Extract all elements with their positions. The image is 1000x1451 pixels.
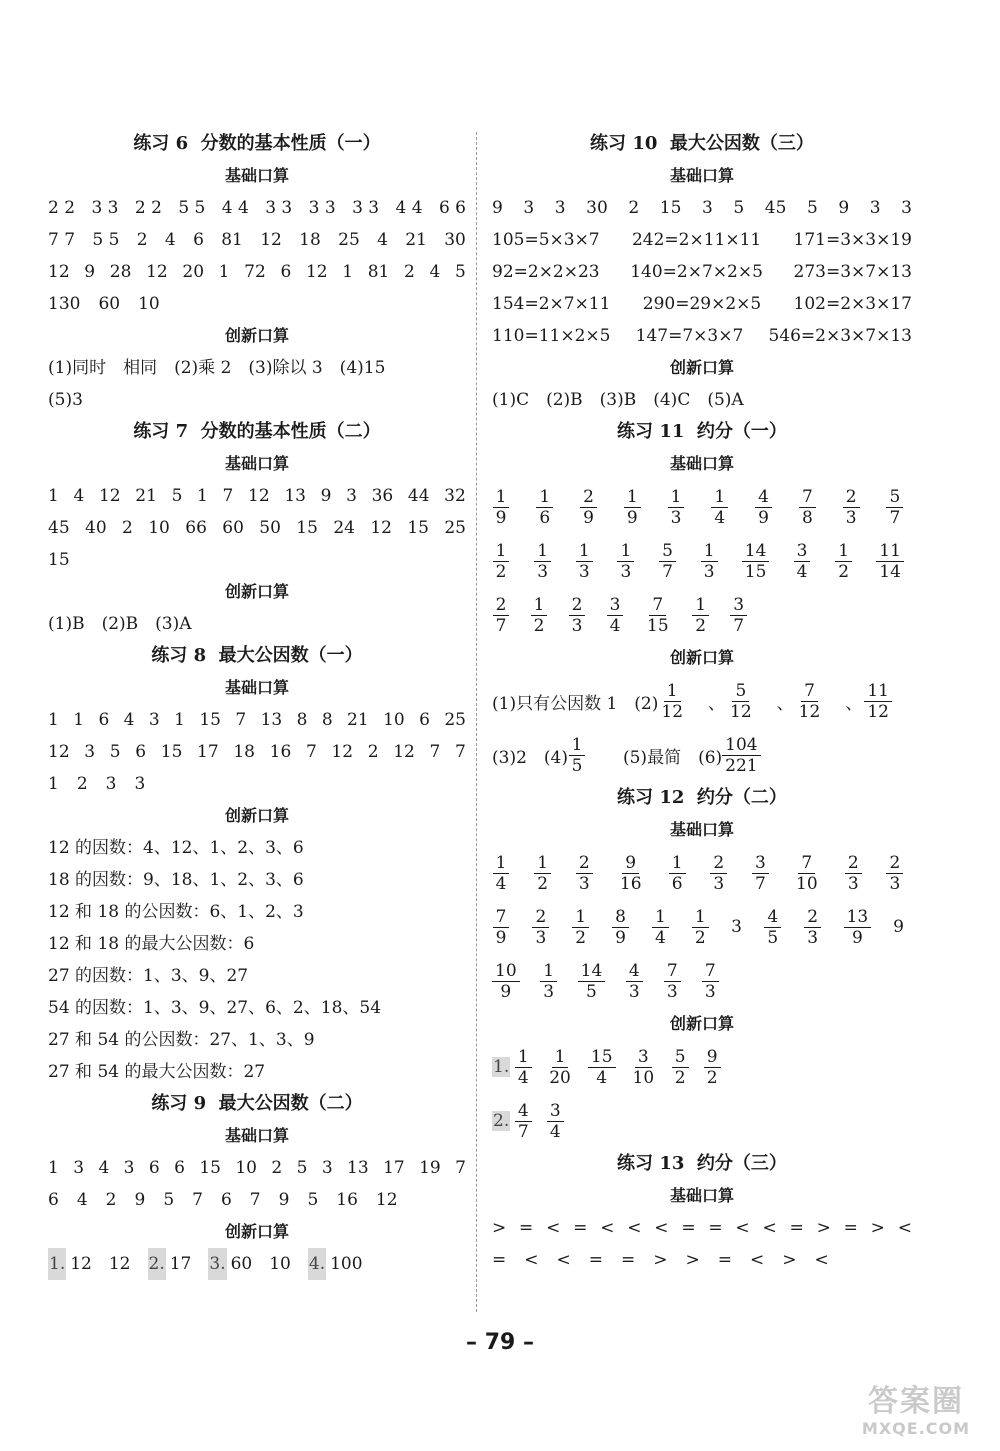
exercise-7-basic-row: 15 — [48, 550, 70, 570]
exercise-10-title: 练习 10 最大公因数（三） — [590, 133, 814, 154]
fraction: $\frac{1}{3}$ — [667, 487, 685, 528]
fraction: $\frac{1}{3}$ — [617, 541, 635, 582]
fraction: $\frac{1}{12}$ — [661, 680, 684, 722]
fraction: $\frac{3}{7}$ — [751, 853, 769, 894]
exercise-12-fraction-row — [492, 846, 912, 900]
right-column — [492, 128, 912, 1276]
fraction: $\frac{7}{8}$ — [798, 487, 816, 528]
fraction: $\frac{1}{3}$ — [575, 541, 593, 582]
exercise-7-creative-heading: 创新口算 — [224, 582, 289, 601]
exercise-8-creative-line: 12 和 18 的最大公因数：6 — [48, 934, 255, 954]
item-number: 1. — [493, 1057, 510, 1077]
fraction: $\frac{1}{2}$ — [530, 595, 548, 636]
exercise-11-basic-heading: 基础口算 — [669, 454, 734, 473]
exercise-9-basic-row: 1 3 4 3 6 6 15 10 2 5 3 13 17 19 7 — [48, 1158, 466, 1178]
exercise-10-creative-heading: 创新口算 — [669, 358, 734, 377]
fraction: $\frac{4}{5}$ — [764, 907, 782, 948]
left-column — [48, 128, 466, 1280]
exercise-12-creative-line — [492, 1040, 912, 1094]
exercise-12-fraction-row — [492, 954, 912, 1008]
fraction: $\frac{1}{2}$ — [691, 907, 709, 948]
exercise-13-basic-row: = < < = = > > = < > < — [492, 1250, 829, 1270]
fraction: $\frac{1}{4}$ — [492, 853, 510, 894]
fraction: $\frac{2}{3}$ — [886, 853, 904, 894]
fraction: $\frac{1}{3}$ — [540, 961, 558, 1002]
exercise-8-creative-line: 27 的因数：1、3、9、27 — [48, 966, 249, 986]
fraction: $\frac{9}{2}$ — [703, 1047, 721, 1088]
fraction: $\frac{1}{6}$ — [668, 853, 686, 894]
fraction: $\frac{2}{3}$ — [804, 907, 822, 948]
exercise-10-factor-row: 110=11×2×5 147=7×3×7 546=2×3×7×13 — [492, 326, 912, 346]
fraction: $\frac{1}{4}$ — [514, 1047, 532, 1088]
exercise-8-creative-line: 18 的因数：9、18、1、2、3、6 — [48, 870, 304, 890]
fraction: $\frac{2}{3}$ — [844, 853, 862, 894]
fraction: $\frac{4}{7}$ — [514, 1101, 532, 1142]
fraction: $\frac{10}{9}$ — [492, 961, 520, 1002]
fraction: $\frac{3}{10}$ — [632, 1046, 655, 1088]
exercise-6-creative-line: (1)同时 相同 (2)乘 2 (3)除以 3 (4)15 — [48, 358, 386, 378]
exercise-8-creative-line: 27 和 54 的最大公因数：27 — [48, 1062, 266, 1082]
fraction-group — [514, 1047, 735, 1088]
exercise-7-title: 练习 7 分数的基本性质（二） — [133, 421, 381, 442]
fraction: $\frac{3}{7}$ — [730, 595, 748, 636]
fraction: $\frac{2}{9}$ — [580, 487, 598, 528]
exercise-6-basic-row: 7 7 5 5 2 4 6 81 12 18 25 4 21 30 — [48, 230, 466, 250]
fraction: $\frac{2}{3}$ — [710, 853, 728, 894]
fraction: $\frac{9}{16}$ — [619, 852, 642, 894]
fraction: $\frac{14}{15}$ — [742, 541, 770, 582]
exercise-11-creative-line: (3)2 (4) $\frac{1}{5}$ (5)最简 (6) $\frac{104}{221}$ — [492, 728, 912, 782]
exercise-6-creative-line: (5)3 — [48, 390, 83, 410]
exercise-7-basic-heading: 基础口算 — [224, 454, 289, 473]
exercise-13-title: 练习 13 约分（三） — [617, 1153, 787, 1174]
item-number: 1. — [48, 1248, 66, 1280]
fraction: $\frac{2}{3}$ — [532, 907, 550, 948]
fraction: $\frac{8}{9}$ — [612, 907, 630, 948]
exercise-9-creative-heading: 创新口算 — [224, 1222, 289, 1241]
fraction: $\frac{2}{3}$ — [568, 595, 586, 636]
fraction: $\frac{5}{2}$ — [671, 1047, 689, 1088]
fraction: $\frac{4}{9}$ — [755, 487, 773, 528]
item-number: 2. — [493, 1111, 510, 1131]
exercise-9-basic-row: 6 4 2 9 5 7 6 7 9 5 16 12 — [48, 1190, 398, 1210]
fraction: $\frac{3}{4}$ — [606, 595, 624, 636]
whole-number: 9 — [893, 917, 904, 937]
item-number: 2. — [148, 1248, 166, 1280]
exercise-13-basic-heading: 基础口算 — [669, 1186, 734, 1205]
exercise-10-factor-row: 105=5×3×7 242=2×11×11 171=3×3×19 — [492, 230, 912, 250]
fraction: $\frac{3}{4}$ — [546, 1101, 564, 1142]
exercise-13-basic-row: > = < = < < < = = < < = > = > < — [492, 1218, 912, 1238]
exercise-10-creative-line: (1)C (2)B (3)B (4)C (5)A — [492, 390, 744, 410]
exercise-10-basic-row: 9 3 3 30 2 15 3 5 45 5 9 3 3 — [492, 198, 912, 218]
fraction: $\frac{1}{2}$ — [692, 595, 710, 636]
exercise-7-basic-row: 45 40 2 10 66 60 50 15 24 12 15 25 — [48, 518, 466, 538]
exercise-9-creative-line: 1. 12 12 2. 17 3. 60 10 4. 100 — [48, 1248, 466, 1280]
fraction: $\frac{7}{15}$ — [647, 594, 669, 636]
fraction: $\frac{1}{3}$ — [534, 541, 552, 582]
fraction-group — [514, 1101, 578, 1142]
exercise-6-basic-row: 2 2 3 3 2 2 5 5 4 4 3 3 3 3 3 3 4 4 6 6 — [48, 198, 466, 218]
item-number: 4. — [308, 1248, 326, 1280]
fraction: $\frac{5}{12}$ — [730, 680, 752, 722]
exercise-7-basic-row: 1 4 12 21 5 1 7 12 13 9 3 36 44 32 — [48, 486, 466, 506]
fraction: $\frac{13}{9}$ — [844, 907, 872, 948]
fraction: $\frac{5}{7}$ — [886, 487, 904, 528]
fraction: $\frac{1}{4}$ — [651, 907, 669, 948]
exercise-11-fraction-row — [492, 534, 912, 588]
exercise-8-creative-line: 12 的因数：4、12、1、2、3、6 — [48, 838, 304, 858]
exercise-8-creative-line: 27 和 54 的公因数：27、1、3、9 — [48, 1030, 315, 1050]
exercise-12-fraction-row — [492, 900, 912, 954]
fraction: $\frac{1}{3}$ — [700, 541, 718, 582]
fraction: $\frac{1}{2}$ — [835, 541, 853, 582]
exercise-8-creative-line: 12 和 18 的公因数：6、1、2、3 — [48, 902, 304, 922]
fraction: $\frac{11}{12}$ — [864, 681, 892, 722]
fraction: $\frac{11}{14}$ — [876, 541, 904, 582]
exercise-8-basic-heading: 基础口算 — [224, 678, 289, 697]
exercise-10-factor-row: 92=2×2×23 140=2×7×2×5 273=3×7×13 — [492, 262, 912, 282]
exercise-9-basic-heading: 基础口算 — [224, 1126, 289, 1145]
fraction: $\frac{1}{2}$ — [534, 853, 552, 894]
fraction: $\frac{1}{9}$ — [492, 487, 510, 528]
whole-number: 3 — [731, 917, 742, 937]
exercise-11-title: 练习 11 约分（一） — [617, 421, 787, 442]
item-number: 3. — [208, 1248, 226, 1280]
fraction: $\frac{1}{5}$ — [568, 735, 586, 776]
watermark-url: MXQE.COM — [861, 1419, 971, 1438]
exercise-8-basic-row: 1 2 3 3 — [48, 774, 146, 794]
exercise-6-title: 练习 6 分数的基本性质（一） — [133, 133, 381, 154]
fraction: $\frac{2}{3}$ — [575, 853, 593, 894]
watermark-logo — [846, 1385, 986, 1445]
exercise-6-creative-heading: 创新口算 — [224, 326, 289, 345]
fraction: $\frac{7}{12}$ — [798, 680, 821, 722]
exercise-6-basic-heading: 基础口算 — [224, 166, 289, 185]
watermark-text: 答案圈 — [868, 1384, 964, 1419]
fraction: $\frac{3}{4}$ — [793, 541, 811, 582]
fraction: $\frac{7}{10}$ — [796, 852, 818, 894]
exercise-8-basic-row: 1 1 6 4 3 1 15 7 13 8 8 21 10 6 25 — [48, 710, 466, 730]
fraction: $\frac{4}{3}$ — [625, 961, 643, 1002]
fraction: $\frac{1}{6}$ — [536, 487, 554, 528]
exercise-10-basic-heading: 基础口算 — [669, 166, 734, 185]
exercise-8-creative-heading: 创新口算 — [224, 806, 289, 825]
page-number: – 79 – — [466, 1330, 534, 1355]
exercise-11-fraction-row — [492, 588, 912, 642]
fraction: $\frac{2}{7}$ — [492, 595, 510, 636]
fraction: $\frac{7}{9}$ — [492, 907, 510, 948]
exercise-12-title: 练习 12 约分（二） — [617, 787, 787, 808]
fraction: $\frac{14}{5}$ — [578, 961, 606, 1002]
fraction: $\frac{1}{2}$ — [492, 541, 510, 582]
fraction: $\frac{1}{4}$ — [711, 487, 729, 528]
exercise-7-creative-line: (1)B (2)B (3)A — [48, 614, 192, 634]
fraction: $\frac{1}{2}$ — [572, 907, 590, 948]
fraction: $\frac{104}{221}$ — [722, 735, 760, 776]
exercise-8-basic-row: 12 3 5 6 15 17 18 16 7 12 2 12 7 7 — [48, 742, 466, 762]
exercise-9-title: 练习 9 最大公因数（二） — [151, 1093, 363, 1114]
exercise-6-basic-row: 12 9 28 12 20 1 72 6 12 1 81 2 4 5 — [48, 262, 466, 282]
exercise-8-creative-line: 54 的因数：1、3、9、27、6、2、18、54 — [48, 998, 382, 1018]
exercise-11-fraction-row — [492, 480, 912, 534]
fraction: $\frac{5}{7}$ — [659, 541, 677, 582]
exercise-11-creative-line: (1)只有公因数 1 (2) $\frac{1}{12}$ 、 $\frac{5}{12}$ 、 $\frac{7}{12}$ 、 $\frac{11}{12}$ — [492, 674, 912, 728]
fraction: $\frac{7}{3}$ — [663, 961, 681, 1002]
fraction: $\frac{15}{4}$ — [588, 1047, 616, 1088]
exercise-6-basic-row: 130 60 10 — [48, 294, 160, 314]
fraction: $\frac{2}{3}$ — [842, 487, 860, 528]
exercise-12-creative-line — [492, 1094, 912, 1148]
exercise-10-factor-row: 154=2×7×11 290=29×2×5 102=2×3×17 — [492, 294, 912, 314]
fraction: $\frac{1}{9}$ — [623, 487, 641, 528]
exercise-12-creative-heading: 创新口算 — [669, 1014, 734, 1033]
fraction: $\frac{7}{3}$ — [701, 961, 719, 1002]
exercise-8-title: 练习 8 最大公因数（一） — [151, 645, 363, 666]
column-divider — [476, 132, 477, 1312]
exercise-12-basic-heading: 基础口算 — [669, 820, 734, 839]
exercise-11-creative-heading: 创新口算 — [669, 648, 734, 667]
fraction: $\frac{1}{20}$ — [549, 1046, 571, 1088]
